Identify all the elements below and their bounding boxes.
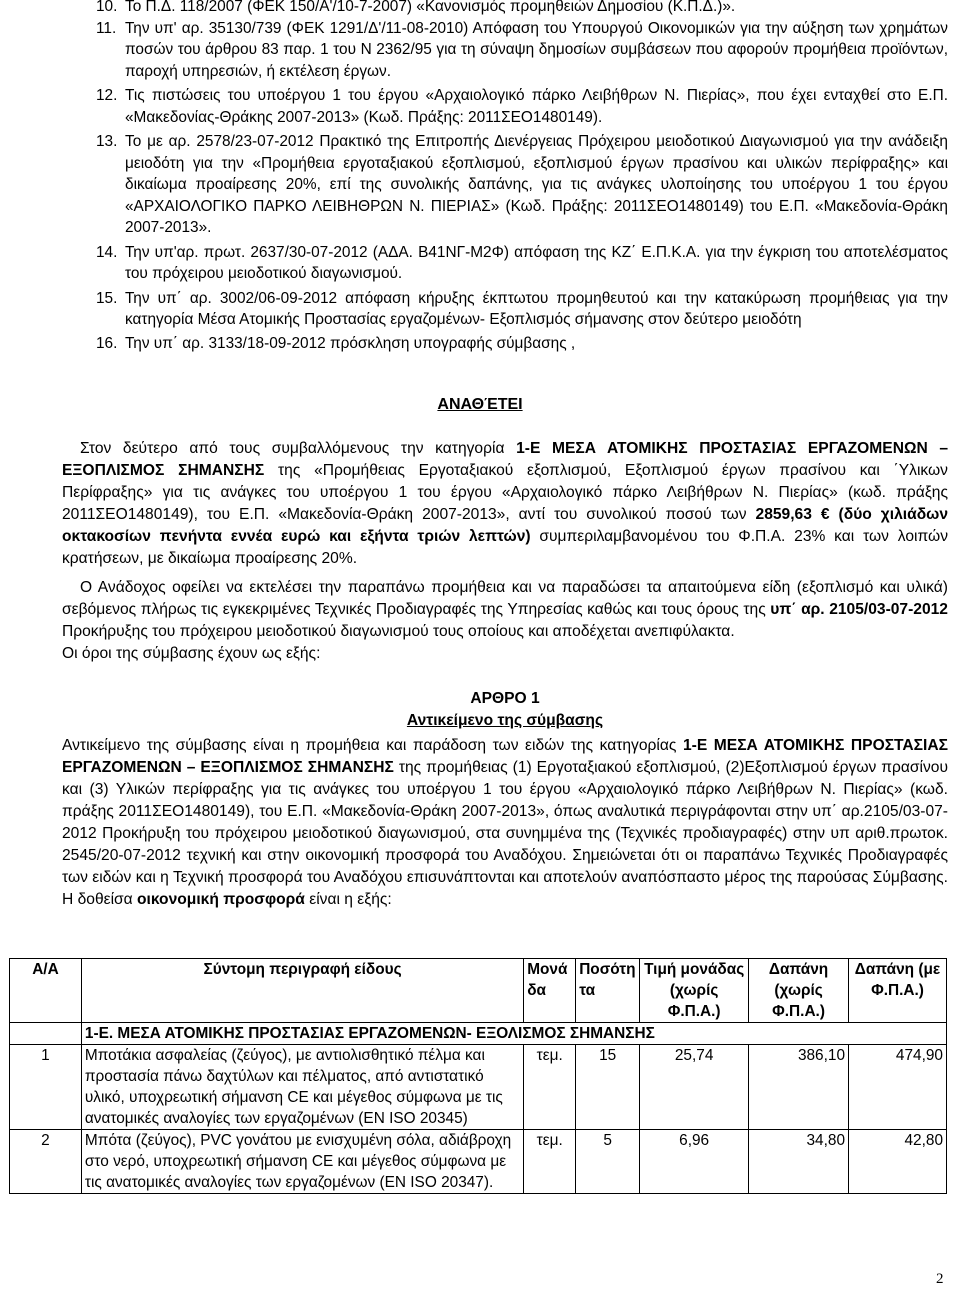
item-unit-price: 6,96 [640, 1130, 749, 1194]
item-unit-price: 25,74 [640, 1045, 749, 1130]
financial-offer-label: οικονομική προσφορά [137, 891, 305, 908]
article-subtitle: Αντικείμενο της σύμβασης [406, 712, 604, 729]
list-item-number: 15. [96, 289, 118, 307]
item-net-cost: 386,10 [749, 1045, 849, 1130]
list-item-text: Την υπ΄ αρ. 3133/18-09-2012 πρόσκληση υπογραφής σύμβασης , [125, 334, 576, 352]
list-item-text: Το Π.Δ. 118/2007 (ΦΕΚ 150/Α'/10-7-2007) «Κανονισμός προμηθειών Δημοσίου (Κ.Π.Δ.)». [125, 0, 736, 15]
column-header: Τιμή μονάδας (χωρίς Φ.Π.Α.) [640, 959, 749, 1023]
column-header: Α/Α [10, 959, 82, 1023]
column-header: Δαπάνη (με Φ.Π.Α.) [849, 959, 947, 1023]
list-item [96, 333, 948, 355]
article-text: είναι η εξής: [304, 891, 392, 908]
table-header-row [10, 959, 947, 1023]
assignment-text: της «Προμήθειας Εργοταξιακού εξοπλισμού, Εξοπλισμού έργων πρασίνου και ΄Υλικων Περίφραξης» για τις ανάγκες του υποέργου 1 του έργου «Αρχαιολογικό πάρκο Λειβήθρων Ν. Πιερίας» (κωδ. πράξης 2011ΣΕΟ1480149), του Ε.Π. «Μακεδονία-Θράκη 2007-2013», αντί του συνολικού ποσού των [62, 462, 948, 523]
list-item [96, 242, 948, 285]
item-net-cost: 34,80 [749, 1130, 849, 1194]
items-table [9, 958, 947, 1194]
terms-intro: Οι όροι της σύμβασης έχουν ως εξής: [62, 645, 321, 662]
considerations-list [96, 0, 948, 354]
category-name: 1-Ε ΜΕΣΑ ΑΤΟΜΙΚΗΣ ΠΡΟΣΤΑΣΙΑΣ ΕΡΓΑΖΟΜΕΝΩΝ – ΕΞΟΠΛΙΣΜΟΣ ΣΗΜΑΝΣΗΣ [62, 440, 949, 479]
assignment-text: συμπεριλαμβανομένου του Φ.Π.Α. 23% και των λοιπών κρατήσεων, με δικαίωμα προαίρεσης 20%. [62, 528, 948, 567]
list-item-text: Την υπ΄ αρ. 3002/06-09-2012 απόφαση κήρυξης έκπτωτου προμηθευτού και την κατακύρωση προμήθειας για την κατηγορία Μέσα Ατομικής Προστασίας εργαζομένων- Εξοπλισμός σήμανσης στον δεύτερο μειοδότη [125, 289, 948, 328]
assignment-paragraph [62, 438, 948, 570]
column-header: Δαπάνη (χωρίς Φ.Π.Α.) [749, 959, 849, 1023]
item-quantity: 15 [576, 1045, 640, 1130]
item-gross-cost: 42,80 [849, 1130, 947, 1194]
proclamation-ref: υπ΄ αρ. 2105/03-07-2012 [770, 601, 948, 618]
obligations-text: Προκήρυξης του πρόχειρου μειοδοτικού διαγωνισμού τους οποίους και αποδέχεται ανεπιφύλακτα. [62, 623, 735, 640]
item-unit: τεμ. [524, 1045, 576, 1130]
anathetei-heading: ΑΝΑΘΈΤΕΙ [437, 396, 523, 413]
list-item-text: Το με αρ. 2578/23-07-2012 Πρακτικό της Επιτροπής Διενέργειας Πρόχειρου μειοδοτικού Διαγωνισμού για την ανάδειξη μειοδότη για την «Προμήθεια εργοταξιακού εξοπλισμού, εξοπλισμού έργων πρασίνου και υλικών περίφραξης» και δικαίωμα προαίρεσης 20%, επί της συνολικής δαπάνης, για τις ανάγκες υλοποίησης του υποέργου 1 του έργου «ΑΡΧΑΙΟΛΟΓΙΚΟ ΠΑΡΚΟ ΛΕΙΒΗΘΡΩΝ Ν. ΠΙΕΡΙΑΣ» (Κωδ. Πράξης: 2011ΣΕΟ1480149) του Ε.Π. «Μακεδονία-Θράκη 2007-2013». [125, 133, 948, 236]
page-number: 2 [936, 1271, 944, 1287]
list-item [96, 288, 948, 331]
item-unit: τεμ. [524, 1130, 576, 1194]
assignment-text: Στον δεύτερο από τους συμβαλλόμενους την κατηγορία [80, 440, 517, 457]
row-index: 1 [10, 1045, 82, 1130]
list-item-text: Τις πιστώσεις του υποέργου 1 του έργου «Αρχαιολογικό πάρκο Λειβήθρων Ν. Πιερίας», που έχει ενταχθεί στο Ε.Π. «Μακεδονίας-Θράκης 2007-2013» (Κωδ. Πράξης: 2011ΣΕΟ1480149). [125, 87, 948, 126]
item-gross-cost: 474,90 [849, 1045, 947, 1130]
table-row [10, 1045, 947, 1130]
list-item-text: Την υπ'αρ. πρωτ. 2637/30-07-2012 (ΑΔΑ. Β41ΝΓ-Μ2Φ) απόφαση της ΚΖ΄ Ε.Π.Κ.Α. για την έγκριση του αποτελέσματος του πρόχειρου μειοδοτικού διαγωνισμού. [125, 243, 948, 282]
article-title: ΑΡΘΡΟ 1 [470, 690, 540, 707]
column-header: Μονά δα [524, 959, 576, 1023]
list-item [96, 0, 948, 18]
obligations-text: Ο Ανάδοχος οφείλει να εκτελέσει την παραπάνω προμήθεια και να παραδώσει τα απαιτούμενα είδη (εξοπλισμό και υλικά) σεβόμενος πλήρως τις εγκεκριμένες Τεχνικές Προδιαγραφές της Υπηρεσίας καθώς και τους όρους της [62, 579, 948, 618]
item-description: Μπότα (ζεύγος), PVC γονάτου με ενισχυμένη σόλα, αδιάβροχη στο νερό, υποχρεωτική σήμανση CE και μέγεθος σύμφωνα με τις ανατομικές αναλογίες των εργαζομένων (EN ISO 20347). [81, 1130, 523, 1194]
list-item [96, 18, 948, 83]
column-header: Σύντομη περιγραφή είδους [81, 959, 523, 1023]
list-item [96, 131, 948, 239]
list-item-number: 13. [96, 133, 118, 150]
article-text: Αντικείμενο της σύμβασης είναι η προμήθεια και παράδοση των ειδών της κατηγορίας [62, 737, 683, 754]
list-item-number: 16. [96, 334, 118, 352]
article-text: της προμήθειας (1) Εργοταξιακού εξοπλισμού, (2)Εξοπλισμού έργων πρασίνου και (3) Υλικών περίφραξης για τις ανάγκες του υποέργου 1 του έργου «Αρχαιολογικό πάρκο Λειβήθρων Ν. Πιερίας» (κωδ. πράξης 2011ΣΕΟ1480149), του Ε.Π. «Μακεδονία-Θράκη 2007-2013», όπως αναλυτικά περιγράφονται στην υπ΄ αρ.2105/03-07-2012 Προκήρυξη του πρόχειρου μειοδοτικού διαγωνισμού, στα συνημμένα της (Τεχνικές προδιαγραφές) στην υπ αριθ.πρωτοκ. 2545/20-07-2012 τεχνική και στην οικονομική προσφορά του Αναδόχου. Σημειώνεται ότι οι παραπάνω Τεχνικές Προδιαγραφές των ειδών και η Τεχνική προσφορά του Αναδόχου επισυνάπτονται και αποτελούν αναπόσπαστο μέρος της παρούσας Σύμβασης. Η δοθείσα [62, 759, 948, 908]
total-amount: 2859,63 € (δύο χιλιάδων οκτακοσίων πενήντα εννέα ευρώ και εξήντα τριών λεπτών) [62, 506, 948, 545]
obligations-paragraph [62, 577, 948, 643]
list-item-number: 10. [96, 0, 118, 15]
row-index: 2 [10, 1130, 82, 1194]
column-header: Ποσότη τα [576, 959, 640, 1023]
list-item-text: Την υπ' αρ. 35130/739 (ΦΕΚ 1291/Δ'/11-08-2010) Απόφαση του Υπουργού Οικονομικών για την αύξηση των χρημάτων ποσών του άρθρου 83 παρ. 1 του Ν 2362/95 για τη σύναψη δημοσίων συμβάσεων που αφορούν προμήθεια προϊόντων, παροχή υπηρεσιών, ή εκτέλεση έργων. [125, 19, 948, 80]
item-description: Μποτάκια ασφαλείας (ζεύγος), με αντιολισθητικό πέλμα και προστασία πάνω δαχτύλων και πέλματος, από αντιστατικό υλικό, υποχρεωτική σήμανση CE και μέγεθος σύμφωνα με τις ανατομικές αναλογίες των εργαζομένων (EN ISO 20345) [81, 1045, 523, 1130]
article-paragraph [62, 735, 948, 911]
list-item-number: 14. [96, 243, 118, 261]
category-cell: 1-Ε. ΜΕΣΑ ΑΤΟΜΙΚΗΣ ΠΡΟΣΤΑΣΙΑΣ ΕΡΓΑΖΟΜΕΝΩΝ- ΕΞΟΛΙΣΜΟΣ ΣΗΜΑΝΣΗΣ [81, 1023, 946, 1045]
table-category-row [10, 1023, 947, 1045]
item-quantity: 5 [576, 1130, 640, 1194]
list-item-number: 11. [96, 19, 117, 37]
table-row [10, 1130, 947, 1194]
list-item [96, 85, 948, 128]
category-name: 1-Ε ΜΕΣΑ ΑΤΟΜΙΚΗΣ ΠΡΟΣΤΑΣΙΑΣ ΕΡΓΑΖΟΜΕΝΩΝ – ΕΞΟΠΛΙΣΜΟΣ ΣΗΜΑΝΣΗΣ [62, 737, 948, 776]
list-item-number: 12. [96, 87, 118, 104]
